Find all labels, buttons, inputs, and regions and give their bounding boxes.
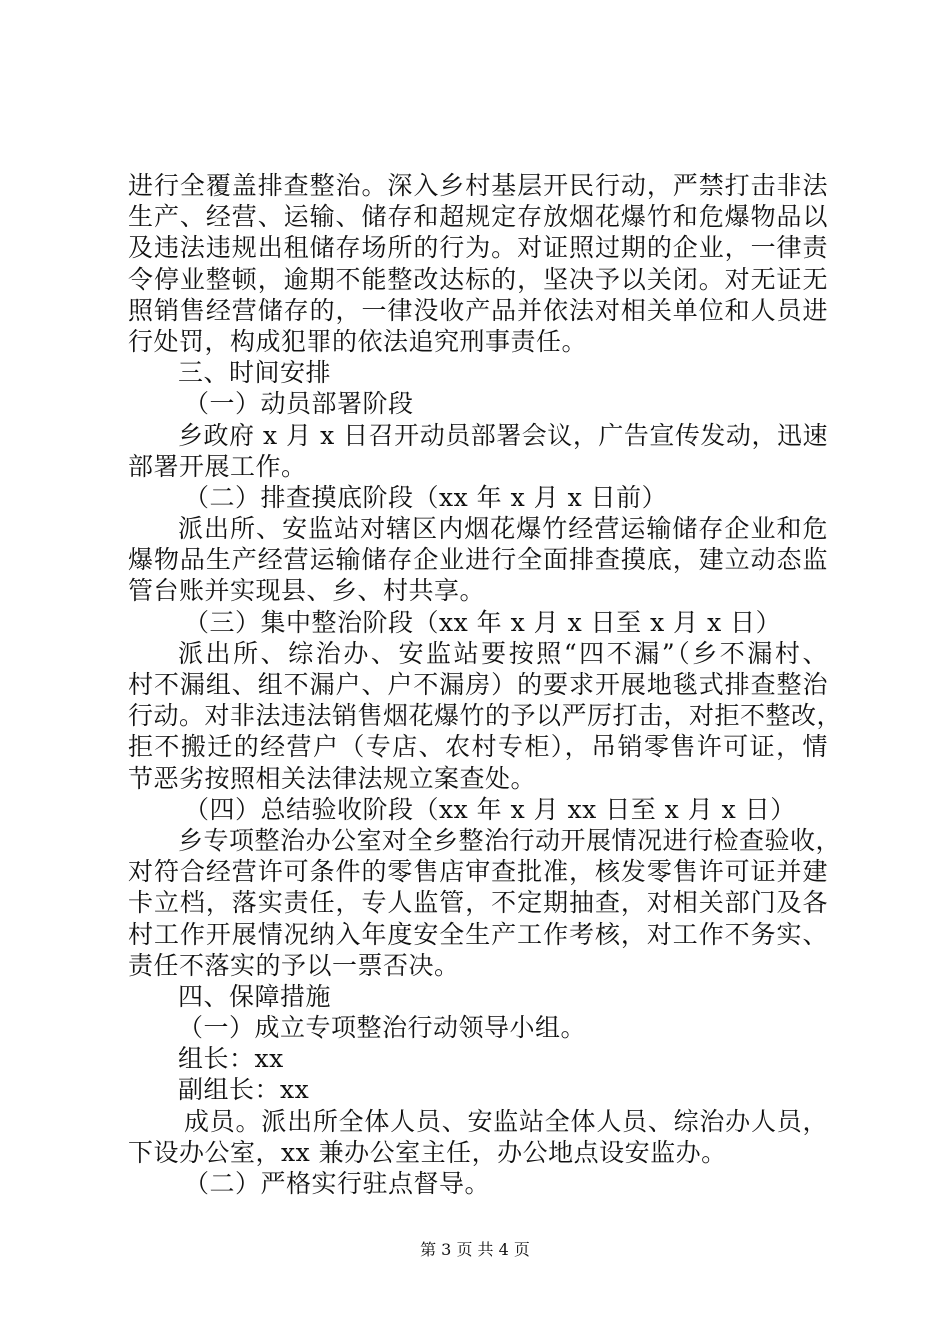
subsection-heading: （一）动员部署阶段	[184, 389, 414, 419]
paragraph-line: 拒不搬迁的经营户（专店、农村专柜），吊销零售许可证，情	[128, 732, 828, 762]
subsection-heading: （一）成立专项整治行动领导小组。	[178, 1013, 587, 1043]
subsection-heading: （二）排查摸底阶段（xx 年 x 月 x 日前）	[184, 482, 668, 512]
paragraph-line: 部署开展工作。	[128, 451, 307, 481]
paragraph-line: 副组长：xx	[178, 1075, 310, 1105]
paragraph-line: 乡政府 x 月 x 日召开动员部署会议，广告宣传发动，迅速	[178, 420, 828, 450]
paragraph-line: 爆物品生产经营运输储存企业进行全面排查摸底，建立动态监	[128, 545, 828, 575]
subsection-heading: （二）严格实行驻点督导。	[184, 1169, 491, 1198]
paragraph-line: 管台账并实现县、乡、村共享。	[128, 576, 486, 606]
subsection-heading: （四）总结验收阶段（xx 年 x 月 xx 日至 x 月 x 日）	[184, 794, 796, 824]
paragraph-line: 成员。派出所全体人员、安监站全体人员、综治办人员，	[184, 1106, 828, 1136]
paragraph-line: 生产、经营、运输、储存和超规定存放烟花爆竹和危爆物品以	[128, 202, 828, 232]
paragraph-line: 行动。对非法违法销售烟花爆竹的予以严厉打击，对拒不整改，	[128, 701, 843, 731]
page-footer: 第 3 页 共 4 页	[420, 1240, 530, 1259]
document-body	[128, 170, 843, 1199]
paragraph-line: 乡专项整治办公室对全乡整治行动开展情况进行检查验收，	[178, 825, 842, 855]
paragraph-line: 进行全覆盖排查整治。深入乡村基层开民行动，严禁打击非法	[128, 171, 828, 200]
subsection-heading: （三）集中整治阶段（xx 年 x 月 x 日至 x 月 x 日）	[184, 607, 782, 637]
paragraph-line: 节恶劣按照相关法律法规立案查处。	[128, 763, 537, 793]
paragraph-line: 派出所、安监站对辖区内烟花爆竹经营运输储存企业和危	[178, 514, 828, 544]
paragraph-line: 村不漏组、组不漏户、户不漏房）的要求开展地毯式排查整治	[128, 670, 828, 699]
paragraph-line: 下设办公室，xx 兼办公室主任，办公地点设安监办。	[128, 1137, 727, 1167]
paragraph-line: 照销售经营储存的，一律没收产品并依法对相关单位和人员进	[128, 295, 828, 325]
paragraph-line: 行处罚，构成犯罪的依法追究刑事责任。	[128, 326, 588, 356]
section-heading: 四、保障措施	[178, 981, 332, 1011]
paragraph-line: 卡立档，落实责任，专人监管，不定期抽查，对相关部门及各	[128, 888, 828, 918]
paragraph-line: 责任不落实的予以一票否决。	[128, 950, 460, 980]
paragraph-line: 派出所、综治办、安监站要按照“四不漏”（乡不漏村、	[178, 638, 828, 668]
paragraph-line: 组长：xx	[178, 1044, 284, 1074]
section-heading: 三、时间安排	[178, 358, 332, 388]
paragraph-line: 村工作开展情况纳入年度安全生产工作考核，对工作不务实、	[128, 919, 828, 949]
paragraph-line: 及违法违规出租储存场所的行为。对证照过期的企业，一律责	[128, 233, 828, 263]
paragraph-line: 令停业整顿，逾期不能整改达标的，坚决予以关闭。对无证无	[128, 264, 828, 294]
paragraph-line: 对符合经营许可条件的零售店审查批准，核发零售许可证并建	[128, 857, 828, 887]
